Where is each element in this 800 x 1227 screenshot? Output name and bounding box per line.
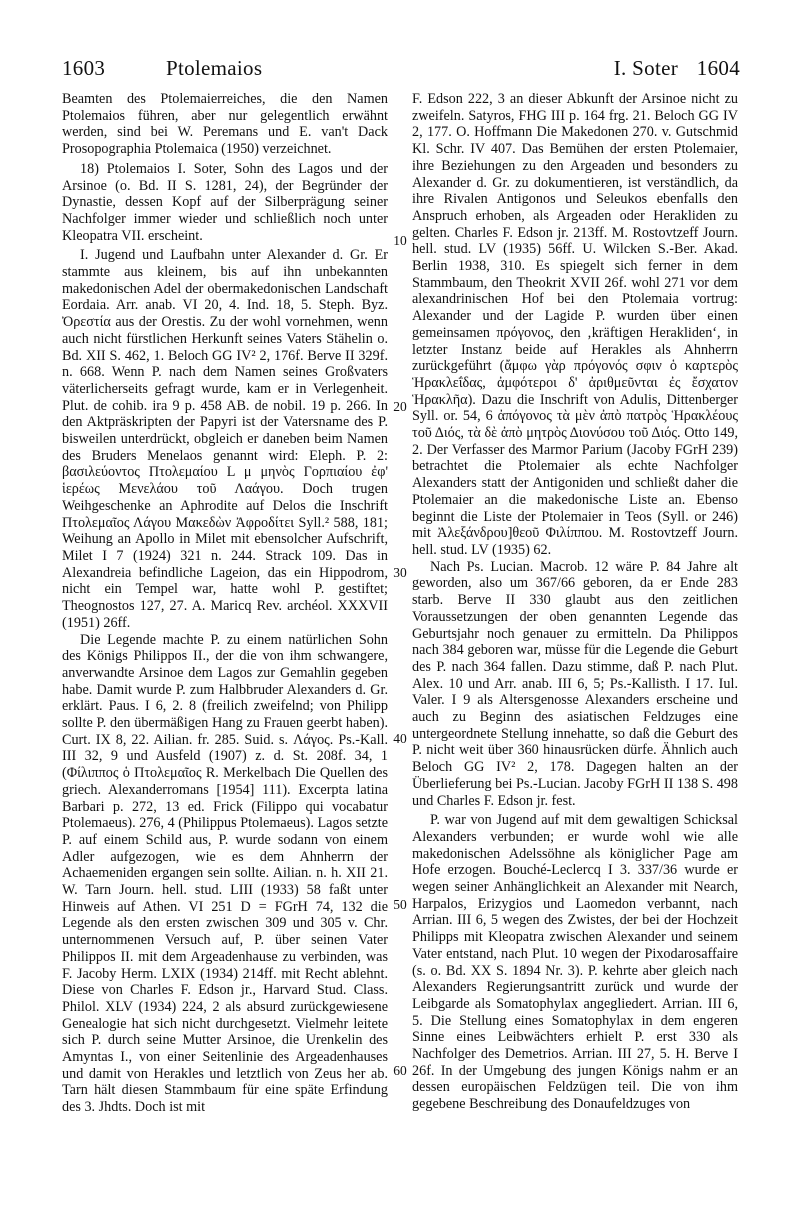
left-page-number: 1603 [62, 56, 106, 80]
line-number-10: 10 [393, 233, 407, 248]
paragraph-youth-career: I. Jugend und Laufbahn unter Alexander d. Gr. Er stammte aus kleinem, bis auf ihn unbekannten makedonischen Adel der obermakedonischen Landschaft Eordaia. Arr. anab. VI 20, 4. Ind. 18, 5. Steph. Byz. Ὀρεστία aus der Orestis. Zu der wohl vornehmen, wenn auch nicht fürstlichen Herkunft seines Vaters Stähelin o. Bd. XII S. 462, 1. Beloch GG IV² 2, 176f. Berve II 329f. n. 668. Wenn P. nach dem Namen seines Großvaters väterlicherseits gefragt wurde, kam er in Verlegenheit. Plut. de cohib. ira 9 p. 458 AB. de nobil. 19 p. 266. In den Aktpräskripten der Papyri ist der Vatersname des P. bisweilen unterdrückt, obgleich er daneben beim Namen des Bruders Menelaos genannt wird: Eleph. P. 2: βασιλεύοντος Πτολεμαίου L μ μηνὸς Γορπιαίου ἐφ' ἱερέως Μενελάου τοῦ Λαάγου. Doch trugen Weihgeschenke an Aphrodite auf Delos die Inschrift Πτολεμαῖος Λάγου Μακεδὼν Ἀφροδίτει Syll.² 588, 181; Weihung an Apollo in Milet mit ebensolcher Aufschrift, Milet I 7 (1924) 321 n. 244. Strack 109. Das in Alexandreia befindliche Lageion, das ein Hippodrom, nicht ein Tempel war, hatte wohl P. gestiftet; Theognostos 127, 27. A. Maricq Rev. archéol. XXXVII (1951) 26ff. [62, 247, 388, 631]
paragraph-arsinoe-descent: F. Edson 222, 3 an dieser Abkunft der Arsinoe nicht zu zweifeln. Satyros, FHG III p. 164 frg. 21. Beloch GG IV 2, 177. O. Hoffmann Die Makedonen 270. v. Gutschmid Kl. Schr. IV 407. Das Bemühen der ersten Ptolemaier, ihre Beziehungen zu den Argeaden und besonders zu Alexander d. Gr. zu dokumentieren, ist verständlich, da ihre Rivalen Antigonos und Seleukos ebenfalls den Anspruch erhoben, als Argeaden oder Herakliden zu gelten. Charles F. Edson jr. 213ff. M. Rostovtzeff Journ. hell. stud. LV (1935) 56ff. U. Wilcken S.-Ber. Akad. Berlin 1938, 310. Es spiegelt sich ferner in dem Stammbaum, den Theokrit XVII 26f. wohl 271 vor dem alexandrinischen Hof bei den Ptolemaia vortrug: Alexander und der Lagide P. wurden über einen gemeinsamen πρόγονος, den ‚kräftigen Herakliden‘, in letzter Instanz beide auf Herakles als Ahnherrn zurückgeführt (ἄμφω γὰρ πρόγονός σφιν ὁ καρτερὸς Ἡρακλεΐδας, ἀμφότεροι δ' ἀριθμεῦνται ἐς ἔσχατον Ἡρακλῆα). Dazu die Inschrift von Adulis, Dittenberger Syll. or. 54, 6 ἀπόγονος τὰ μὲν ἀπὸ πατρὸς Ἡρακλέους τοῦ Διός, τὰ δὲ ἀπὸ μητρὸς Διονύσου τοῦ Διός. Otto 149, 2. Der Verfasser des Marmor Parium (Jacoby FGrH 239) betrachtet die Ptolemaier als echte Nachfolger Alexanders statt der Antigoniden und schließt daher die Ptolemaier an die makedonische Liste an. Ebenso beginnt die Liste der Ptolemaier in Teos (Syll. or 246) mit Ἀλεξάνδρου]θεοῦ Φιλίππου. M. Rostovtzeff Journ. hell. stud. LV (1935) 62. [412, 91, 738, 558]
paragraph-birth-date: Nach Ps. Lucian. Macrob. 12 wäre P. 84 Jahre alt geworden, also um 367/66 geboren, da er Ende 283 starb. Berve II 330 glaubt aus den zeitlichen Voraussetzungen der oben genannten Legende das Geburtsjahr noch genauer zu ermitteln. Da Philippos nach 384 geboren war, müsse für die Legende die Geburt des P. nach 364 fallen. Dazu stimme, daß P. nach Plut. Alex. 10 und Arr. anab. III 6, 5; Ps.-Kallisth. I 17. Iul. Valer. I 9 als Altersgenosse Alexanders erscheine und auch zu Beginn des asiatischen Feldzuges eine untergeordnete Stellung innehatte, so daß die Geburt des P. nicht weit über 360 hinausrücken dürfe. Ähnlich auch Beloch GG IV² 2, 178. Dagegen halten an der Überlieferung bei Ps.-Lucian. Jacoby FGrH II 138 S. 498 und Charles F. Edson jr. fest. [412, 558, 738, 809]
left-column [62, 91, 388, 1116]
paragraph-legend: Die Legende machte P. zu einem natürlichen Sohn des Königs Philippos II., der die von ihm schwangere, anverwandte Arsinoe dem Lagos zur Gemahlin gegeben habe. Damit wurde P. zum Halbbruder Alexanders d. Gr. erklärt. Paus. I 6, 2. 8 (freilich zweifelnd; von Philipp sollte P. den übermäßigen Hang zu Frauen geerbt haben). Curt. IX 8, 22. Ailian. fr. 285. Suid. s. Λάγος. Ps.-Kall. III 32, 9 und Ausfeld (1907) z. d. St. 208f. 34, 1 (Φίλιππος ὁ Πτολεμαῖος R. Merkelbach Die Quellen des griech. Alexanderromans [1954] 111). Excerpta latina Barbari p. 272, 13 ed. Frick (Filippo qui vocabatur Ptolemaeus). 276, 4 (Philippus Ptolemaeus). Lagos setzte P. auf einem Schild aus, P. wurde sodann von einem Adler aufgezogen, wie es dem Ahnherrn der Achaemeniden ergangen sein sollte. Ailian. n. h. XII 21. W. Tarn Journ. hell. stud. LIII (1933) 58 faßt unter Hinweis auf Athen. VI 251 D = FGrH 74, 132 die Legende als den ersten zwischen 309 und 305 v. Chr. unternommenen Versuch auf, P. über seinen Vater Philippos II. mit dem Argeadenhause zu verbinden, was F. Jacoby Herm. LXIX (1934) 214ff. mit Recht ablehnt. Diese von Charles F. Edson jr., Harvard Stud. Class. Philol. XLV (1934) 224, 2 als absurd zurückgewiesene Genealogie hat sich nicht durchgesetzt. Vielmehr leitete sich P. durch seine Mutter Arsinoe, die Urenkelin des Amyntas I., von einer Seitenlinie des Argeadenhauses und damit von Herakles und letztlich von Zeus her ab. Tarn hält diesen Stammbaum für eine späte Erfindung des 3. Jhdts. Doch ist mit [62, 631, 388, 1116]
right-column [412, 91, 738, 1113]
line-number-60: 60 [393, 1063, 407, 1078]
paragraph-alexander-career: P. war von Jugend auf mit dem gewaltigen Schicksal Alexanders verbunden; er wurde wohl wie alle makedonischen Adelssöhne als königlicher Page am Hofe erzogen. Bouché-Leclercq I 3. 337/36 wurde er wegen seiner Anhänglichkeit an Alexander mit Nearch, Harpalos, Erizygios und Laomedon verbannt, nach Arrian. III 6, 5 wegen des Zwistes, der bei der Hochzeit Philipps mit Kleopatra zwischen Alexander und seinem Vater entstand, nach Plut. 10 wegen der Pixodarosaffaire (s. o. Bd. XX S. 1894 Nr. 3). P. kehrte aber gleich nach Alexanders Regierungsantritt zurück und wurde der Leibgarde als Somatophylax angegliedert. Arrian. III 6, 5. Die Stellung eines Somatophylax in dem engeren Sinne eines Leibwächters erhielt P. erst 330 als Nachfolger des Demetrios. Arrian. III 27, 5. H. Berve I 26f. In der Umgebung des jungen Königs nahm er an dessen europäischen Feldzügen teil. Die von ihm gegebene Beschreibung des Donaufeldzuges von [412, 812, 738, 1113]
line-number-20: 20 [393, 399, 407, 414]
paragraph-entry-intro: 18) Ptolemaios I. Soter, Sohn des Lagos und der Arsinoe (o. Bd. II S. 1281, 24), der Begründer der Dynastie, dessen Kopf auf der Silberprägung seiner Nachfolger immer wieder und schließlich noch unter Kleopatra VII. erscheint. [62, 160, 388, 244]
left-running-title: Ptolemaios [166, 56, 263, 80]
right-running-title: I. Soter [613, 56, 678, 80]
line-number-50: 50 [393, 897, 407, 912]
page-header [62, 56, 740, 84]
line-number-30: 30 [393, 565, 407, 580]
line-number-40: 40 [393, 731, 407, 746]
paragraph-preceding-entry: Beamten des Ptolemaierreiches, die den Namen Ptolemaios führen, aber nur gelegentlich erwähnt werden, sind bei W. Peremans und E. van't Dack Prosopographia Ptolemaica (1950) verzeichnet. [62, 91, 388, 158]
right-page-number: 1604 [696, 56, 740, 80]
